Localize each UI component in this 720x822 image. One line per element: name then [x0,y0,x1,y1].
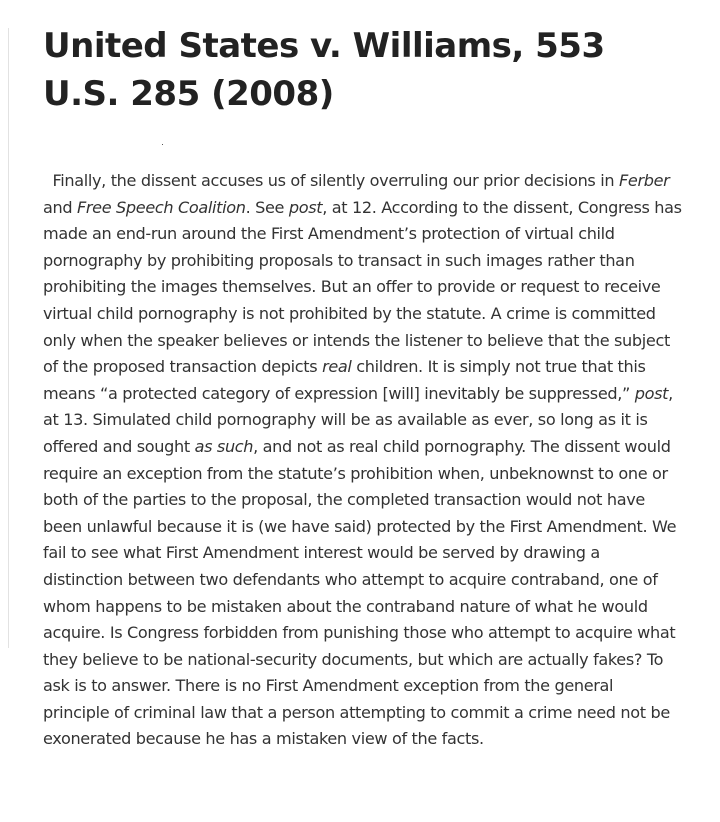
case-name-ferber: Ferber [618,171,670,190]
text-run: . See [245,197,289,217]
opinion-paragraph [43,168,683,753]
citation-post: post [634,383,669,403]
text-run: , at 13. Simulated child pornography will be as available as ever, so long as it is offered and sought [43,383,673,456]
page-title: United States v. Williams, 553 U.S. 285 (2008) [43,26,605,114]
text-run: Finally, the dissent accuses us of silently overruling our prior decisions in [43,171,619,190]
text-run: , at 12. According to the dissent, Congress has made an end-run around the First Amendment’s protection of virtual child pornography by prohibiting proposals to transact in such images rather than prohibiting the images themselves. But an offer to provide or request to receive virtual child pornography is not prohibited by the statute. A crime is committed only when the speaker believes or intends the listener to believe that the subject of the proposed transaction depicts [43,197,682,377]
emphasis-real: real [322,357,352,377]
decorative-dot [162,144,163,145]
left-panel-edge [0,28,9,648]
case-name-free-speech-coalition: Free Speech Coalition [77,197,246,217]
text-run: children. It is simply not true that this means “a protected category of expression [will] inevitably be suppressed,” [43,357,646,403]
emphasis-as-such: as such [194,436,254,456]
text-run: and [43,197,77,217]
text-run: , and not as real child pornography. The dissent would require an exception from the statute’s prohibition when, unbeknownst to one or both of the parties to the proposal, the completed transaction would not have been unlawful because it is (we have said) protected by the First Amendment. We fail to see what First Amendment interest would be served by drawing a distinction between two defendants who attempt to acquire contraband, one of whom happens to be mistaken about the contraband nature of what he would acquire. Is Congress forbidden from punishing those who attempt to acquire what they believe to be national-security documents, but which are actually fakes? To ask is to answer. There is no First Amendment exception from the general principle of criminal law that a person attempting to commit a crime need not be exonerated because he has a mistaken view of the facts. [43,436,677,749]
citation-post: post [288,197,323,217]
